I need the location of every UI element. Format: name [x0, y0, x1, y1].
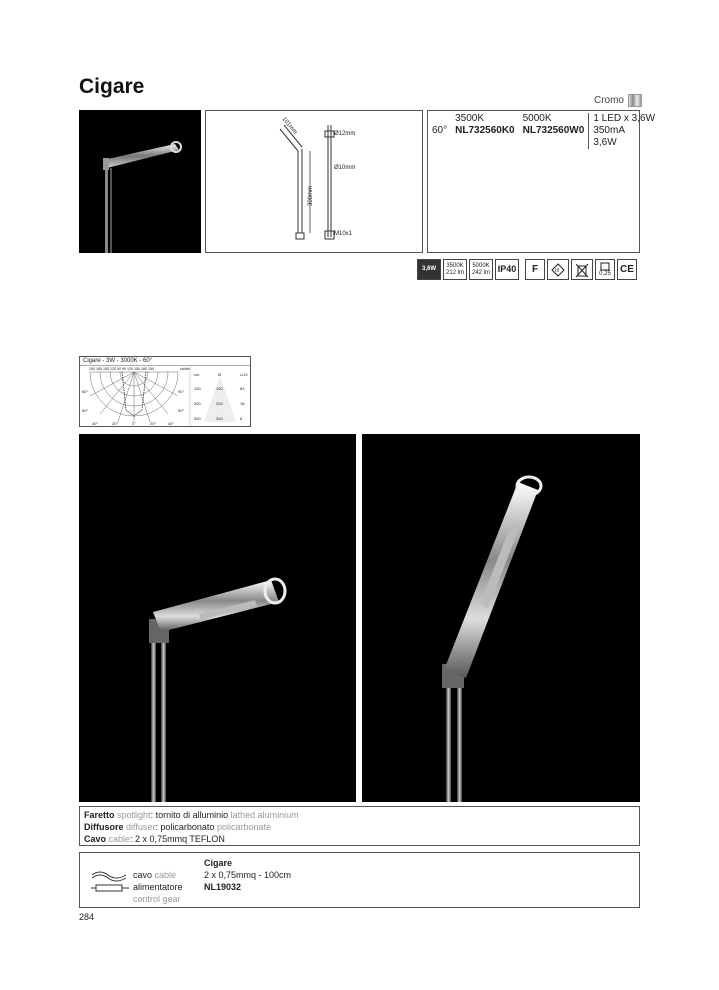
angle-left-1: 60° [82, 389, 89, 394]
spec-led: 1 LED x 3,6W [589, 113, 659, 125]
row3-lux: 8 [240, 416, 243, 421]
lamp-photo-tilted [362, 434, 640, 802]
page-title: Cigare [79, 75, 145, 98]
header-3500k: 3500K [455, 113, 485, 124]
row1-diameter: 100 [216, 386, 223, 391]
lamp-thumbnail-image [79, 110, 201, 253]
ce-mark-icon: CE [617, 259, 637, 280]
spec-power: 3,6W [589, 137, 659, 149]
table-head-cm: cm [194, 372, 200, 377]
angle-bottom-4: 20° [150, 421, 157, 426]
material-line-cable: Cavo cable: 2 x 0,75mmq TEFLON [84, 834, 225, 844]
finish-label [594, 94, 642, 107]
row2-lux: 18 [240, 401, 245, 406]
min-distance-icon: 0,25 [595, 259, 615, 280]
dim-thread-label: M10x1 [334, 231, 353, 237]
dim-d10-label: Ø10mm [334, 165, 356, 171]
row1-lux: 83 [240, 386, 245, 391]
product-codes-table [428, 113, 659, 149]
angle-left-2: 60° [82, 408, 89, 413]
product-codes-panel [427, 110, 656, 253]
dim-height-label: 300mm [308, 185, 314, 206]
photometric-panel [79, 356, 251, 427]
beam-angle: 60° [432, 125, 448, 136]
row2-cm: 200 [194, 401, 201, 406]
code-3500k: NL732560K0 [455, 125, 515, 136]
table-head-diameter: Ø [218, 372, 222, 377]
angle-bottom-2: 20° [112, 421, 119, 426]
weee-bin-icon [571, 259, 593, 280]
accessory-details [204, 857, 291, 893]
polar-unit: cd/klm [180, 367, 191, 371]
accessory-code: NL19032 [204, 882, 242, 892]
f-mark-icon: F [525, 259, 545, 280]
lumen-3500-badge: 3500K 212 lm [443, 259, 467, 280]
badge-row [417, 259, 637, 280]
product-photo-right [362, 434, 640, 802]
class-iii-icon [547, 259, 569, 280]
accessory-name: Cigare [204, 858, 233, 868]
angle-right-2: 90° [178, 408, 185, 413]
accessory-spec: 2 x 0,75mmq - 100cm [204, 870, 292, 880]
page-number: 284 [79, 912, 95, 922]
product-photo-left [79, 434, 356, 802]
accessory-box [79, 852, 640, 908]
polar-top-scale: 150 180 150 120 90 90 120 150 180 150 [89, 367, 154, 371]
row3-diameter: 300 [216, 416, 223, 421]
angle-bottom-3: 0° [132, 421, 136, 426]
angle-right-1: 90° [178, 389, 185, 394]
technical-drawing [205, 110, 423, 253]
ip-rating-badge: IP40 [495, 259, 519, 280]
dim-top-label: 101mm [280, 116, 298, 136]
header-5000k: 5000K [522, 113, 552, 124]
row2-diameter: 200 [216, 401, 223, 406]
row1-cm: 100 [194, 386, 201, 391]
finish-name: Cromo [593, 95, 624, 106]
polar-diagram [80, 366, 250, 426]
accessory-labels: cavo cable alimentatore control gear [133, 870, 183, 904]
product-thumbnail [79, 110, 201, 253]
lumen-5000-badge: 5000K 242 lm [469, 259, 493, 280]
row3-cm: 300 [194, 416, 201, 421]
material-line-diffuser: Diffusore diffuser: policarbonato policarbonate [84, 822, 271, 832]
photometric-header: Cigare - 3W - 3000K - 60° [80, 357, 250, 366]
material-line-spotlight: Faretto spotlight: tornito di alluminio lathed aluminium [84, 810, 299, 820]
chrome-swatch-icon [628, 94, 642, 107]
angle-bottom-5: 40° [168, 421, 175, 426]
table-head-lux: LUX [240, 372, 248, 377]
code-5000k: NL732560W0 [522, 125, 585, 136]
dim-d12-label: Ø12mm [334, 131, 356, 137]
materials-box [79, 806, 640, 846]
cable-gear-icon [90, 867, 130, 895]
angle-bottom-1: 40° [92, 421, 99, 426]
power-badge: 3,6W [417, 259, 441, 280]
svg-text:III: III [555, 267, 560, 274]
spec-current: 350mA [589, 125, 659, 137]
lamp-photo-horizontal [79, 434, 356, 802]
dimension-drawing [206, 111, 422, 252]
